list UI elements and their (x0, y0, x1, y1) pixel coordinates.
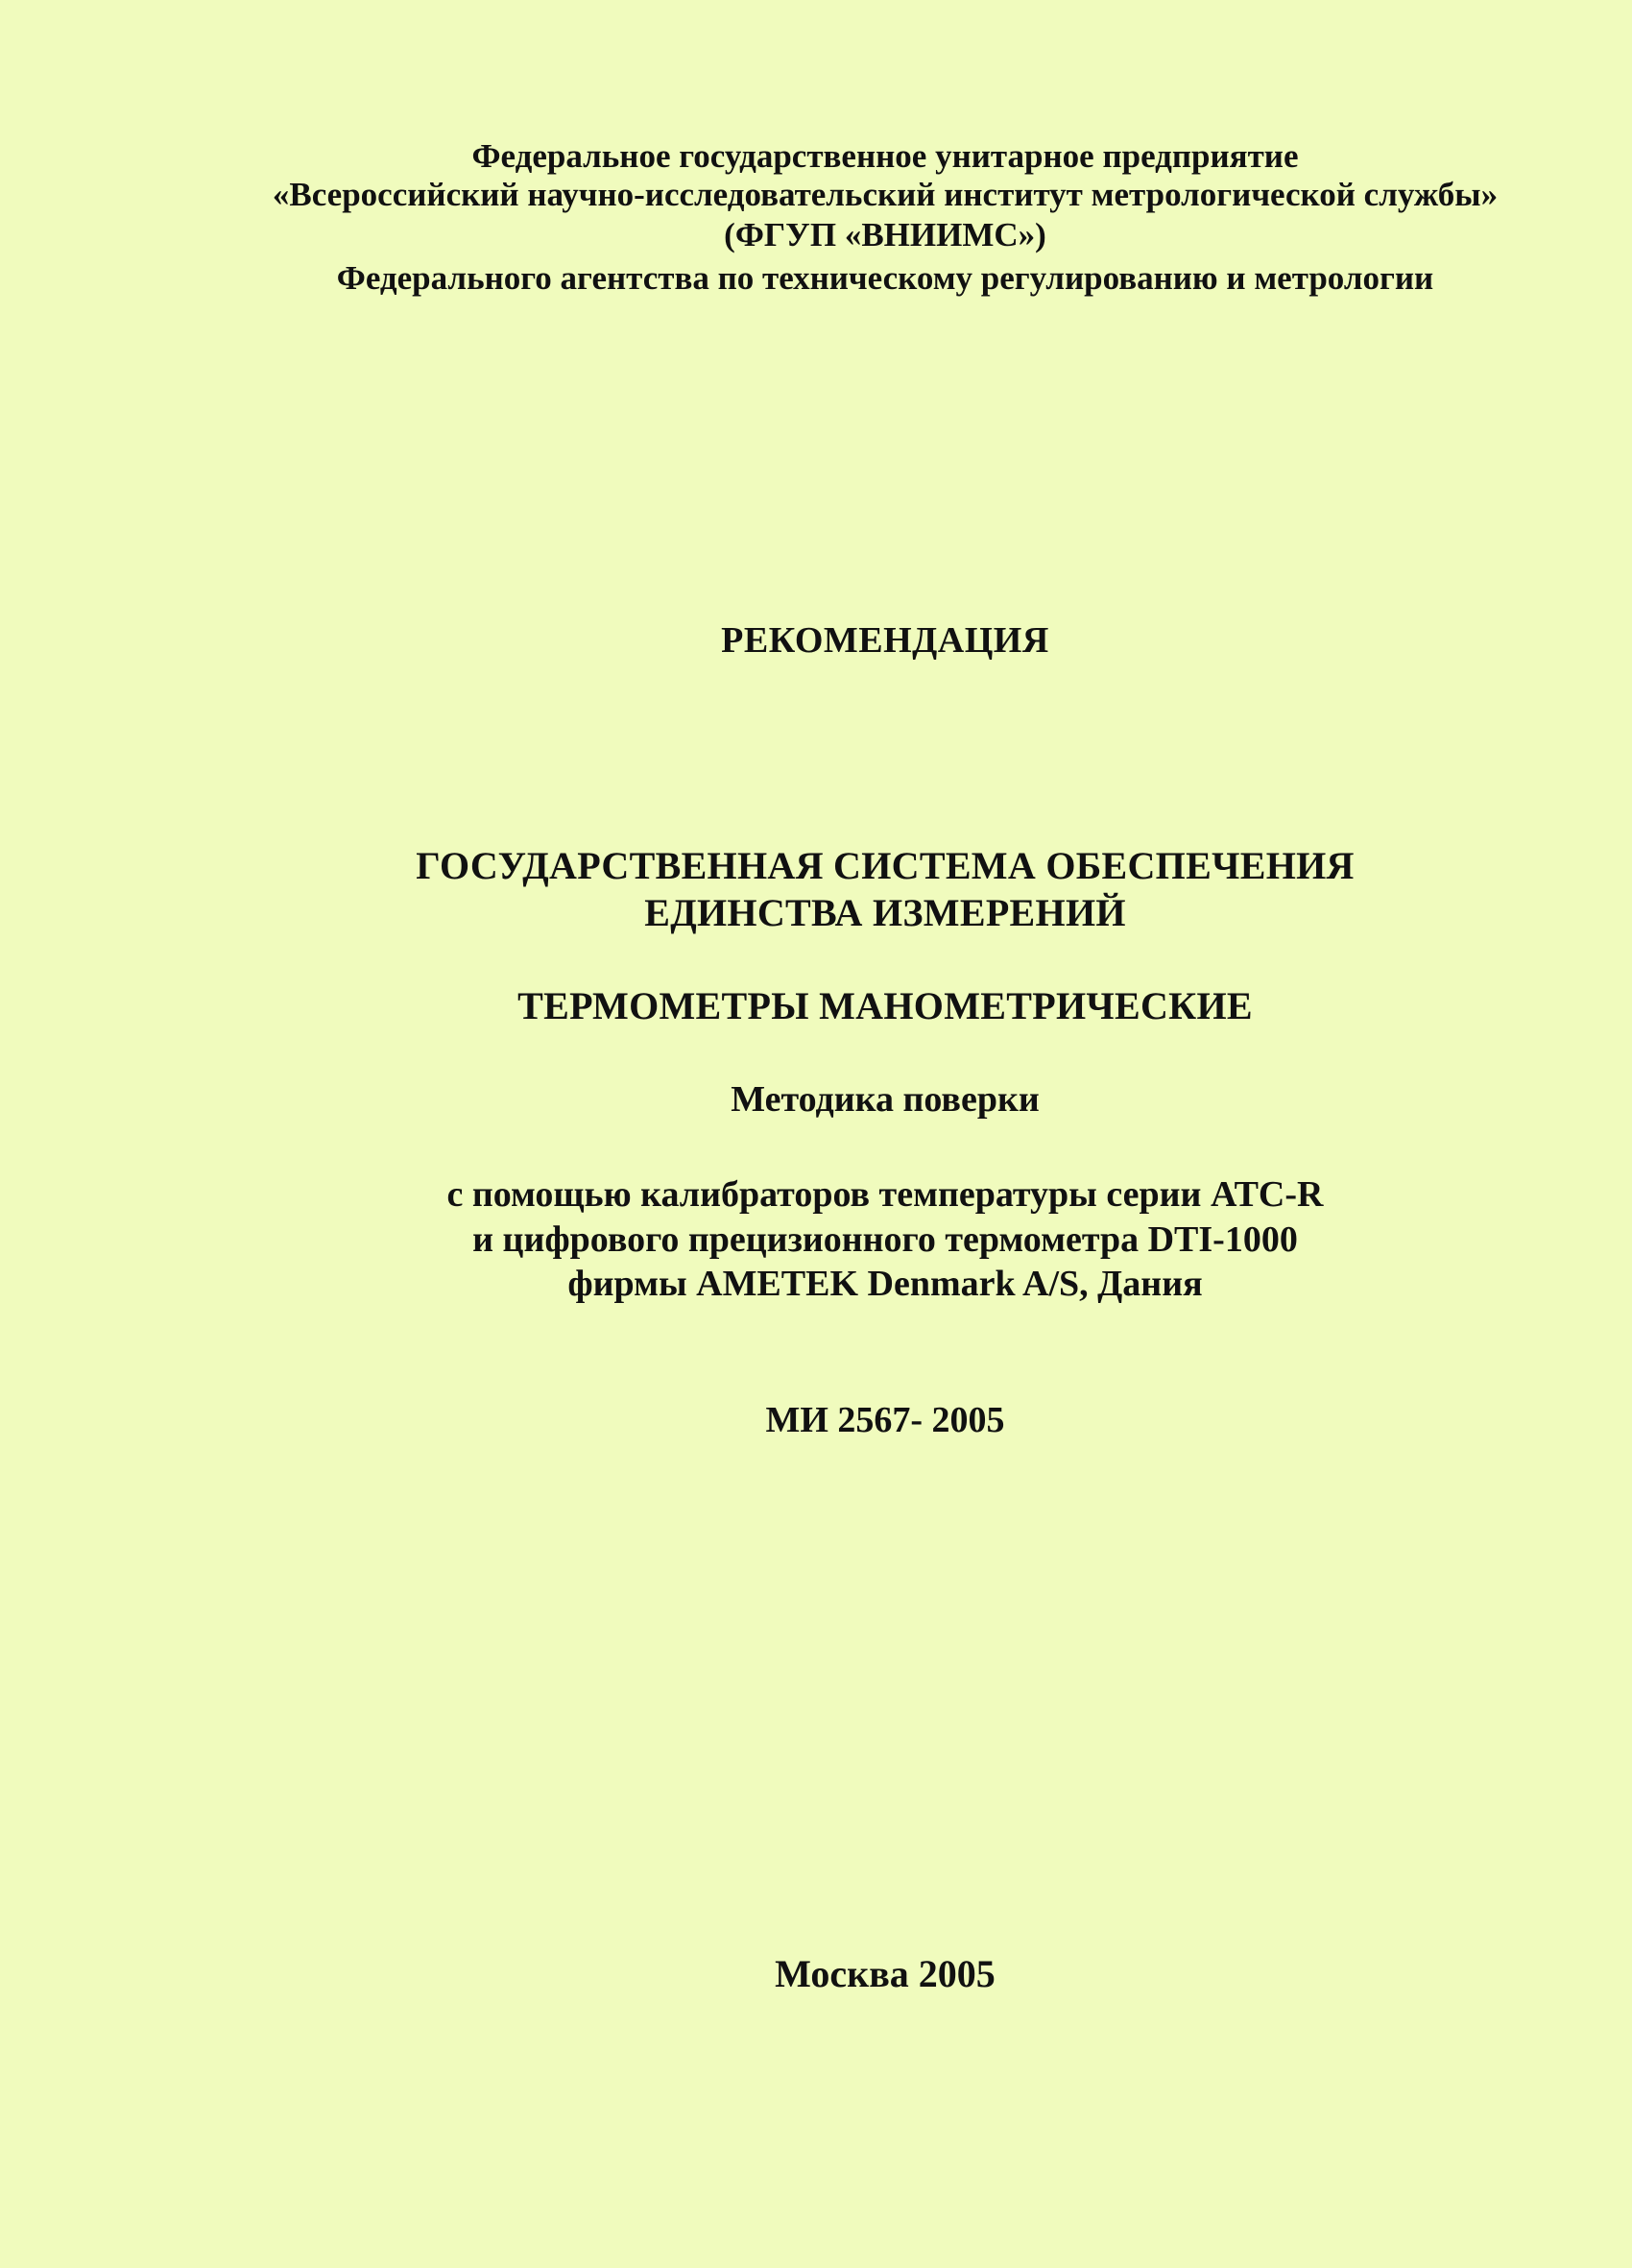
place-and-year: Москва 2005 (775, 1952, 996, 1995)
org-name-line-1: Федеральное государственное унитарное предприятие (471, 137, 1299, 175)
org-abbreviation: (ФГУП «ВНИИМС») (724, 216, 1046, 253)
agency-name: Федерального агентства по техническому регулированию и метрологии (336, 259, 1434, 297)
method-subtitle: Методика поверки (731, 1079, 1040, 1120)
document-code: МИ 2567- 2005 (765, 1400, 1005, 1440)
title-line-1: ГОСУДАРСТВЕННАЯ СИСТЕМА ОБЕСПЕЧЕНИЯ (416, 844, 1355, 887)
document-type: РЕКОМЕНДАЦИЯ (721, 620, 1049, 661)
title-line-3: ТЕРМОМЕТРЫ МАНОМЕТРИЧЕСКИЕ (517, 984, 1253, 1027)
title-line-2: ЕДИНСТВА ИЗМЕРЕНИЙ (644, 891, 1126, 934)
org-name-line-2: «Всероссийский научно-исследовательский институт метрологической службы» (272, 176, 1499, 213)
scope-line-1: с помощью калибраторов температуры серии ATC-R (446, 1174, 1324, 1215)
scope-line-3: фирмы AMETEK Denmark A/S, Дания (567, 1264, 1203, 1304)
scope-line-2: и цифрового прецизионного термометра DTI-1000 (472, 1219, 1298, 1260)
